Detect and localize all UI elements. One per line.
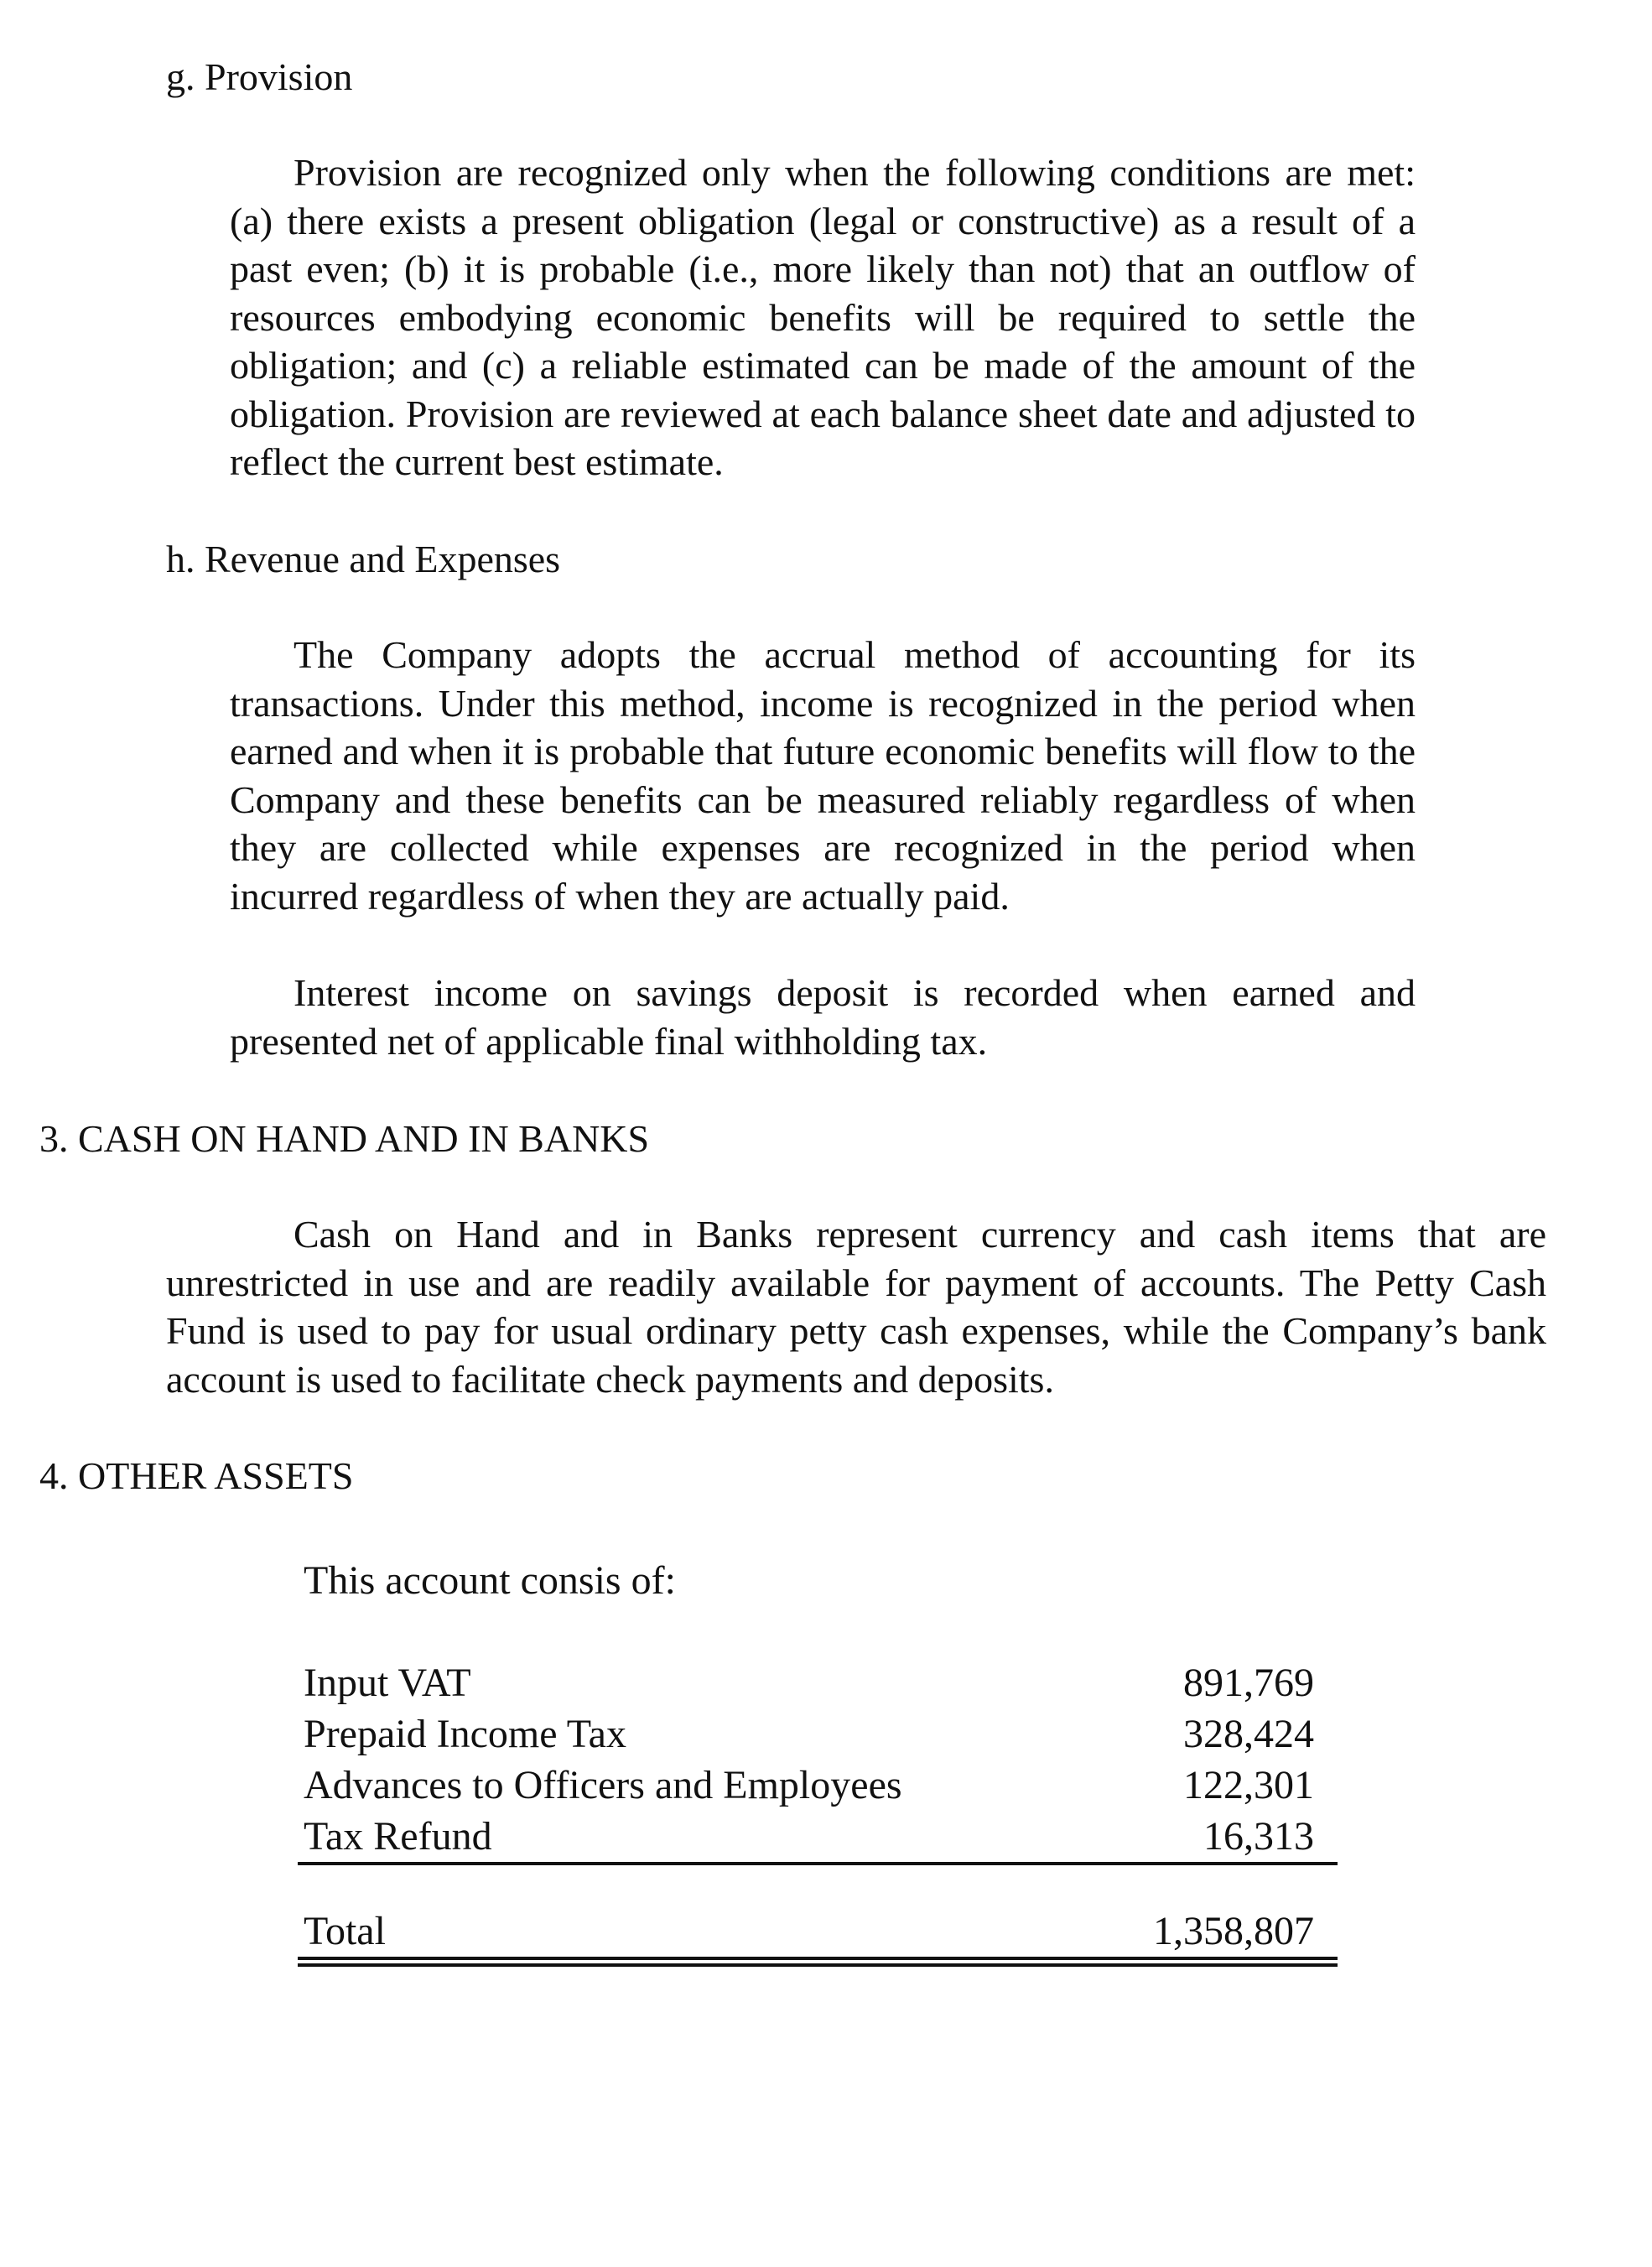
section-h-heading: h. Revenue and Expenses xyxy=(166,538,561,580)
row-label: Input VAT xyxy=(304,1661,471,1705)
row-amount: 891,769 xyxy=(1183,1661,1314,1705)
row-amount: 328,424 xyxy=(1183,1712,1314,1756)
table-row xyxy=(298,1708,1338,1760)
row-label: Advances to Officers and Employees xyxy=(304,1763,902,1807)
section-h-paragraph-1-text: The Company adopts the accrual method of accounting for its transactions. Under this method, income is recognized in the period when earned and when it is probable that future economic benefits will flow to the Company and these benefits can be measured reliably regardless of when they are collected while expenses are recognized in the period when incurred regardless of when they are actually paid. xyxy=(230,633,1416,918)
other-assets-intro: This account consis of: xyxy=(304,1558,676,1603)
table-row xyxy=(298,1811,1338,1865)
total-row xyxy=(298,1906,1338,1960)
other-assets-table xyxy=(298,1657,1338,1960)
section-4-heading: 4. OTHER ASSETS xyxy=(39,1454,354,1497)
section-3-paragraph xyxy=(166,1210,1546,1403)
section-3-heading: 3. CASH ON HAND AND IN BANKS xyxy=(39,1117,650,1160)
total-label: Total xyxy=(304,1909,386,1953)
section-g-paragraph xyxy=(230,148,1416,486)
section-3-paragraph-text: Cash on Hand and in Banks represent currency and cash items that are unrestricted in use and are readily available for payment of accounts. The Petty Cash Fund is used to pay for usual ordinary petty cash expenses, while the Company’s bank account is used to facilitate check payments and deposits. xyxy=(166,1213,1546,1401)
section-g-paragraph-text: Provision are recognized only when the following conditions are met: (a) there exists a present obligation (legal or constructive) as a result of a past even; (b) it is probable (i.e., more likely than not) that an outflow of resources embodying economic benefits will be required to settle the obligation; and (c) a reliable estimated can be made of the amount of the obligation. Provision are reviewed at each balance sheet date and adjusted to reflect the current best estimate. xyxy=(230,151,1416,483)
section-h-paragraph-1 xyxy=(230,631,1416,920)
row-label: Tax Refund xyxy=(304,1814,492,1859)
row-amount: 122,301 xyxy=(1183,1763,1314,1807)
section-h-paragraph-2 xyxy=(230,969,1416,1065)
row-label: Prepaid Income Tax xyxy=(304,1712,626,1756)
total-amount: 1,358,807 xyxy=(1153,1909,1314,1953)
table-row xyxy=(298,1657,1338,1708)
table-row xyxy=(298,1760,1338,1811)
row-amount: 16,313 xyxy=(1203,1814,1314,1859)
section-g-heading: g. Provision xyxy=(166,55,353,98)
section-h-paragraph-2-text: Interest income on savings deposit is recorded when earned and presented net of applicable final withholding tax. xyxy=(230,971,1416,1063)
